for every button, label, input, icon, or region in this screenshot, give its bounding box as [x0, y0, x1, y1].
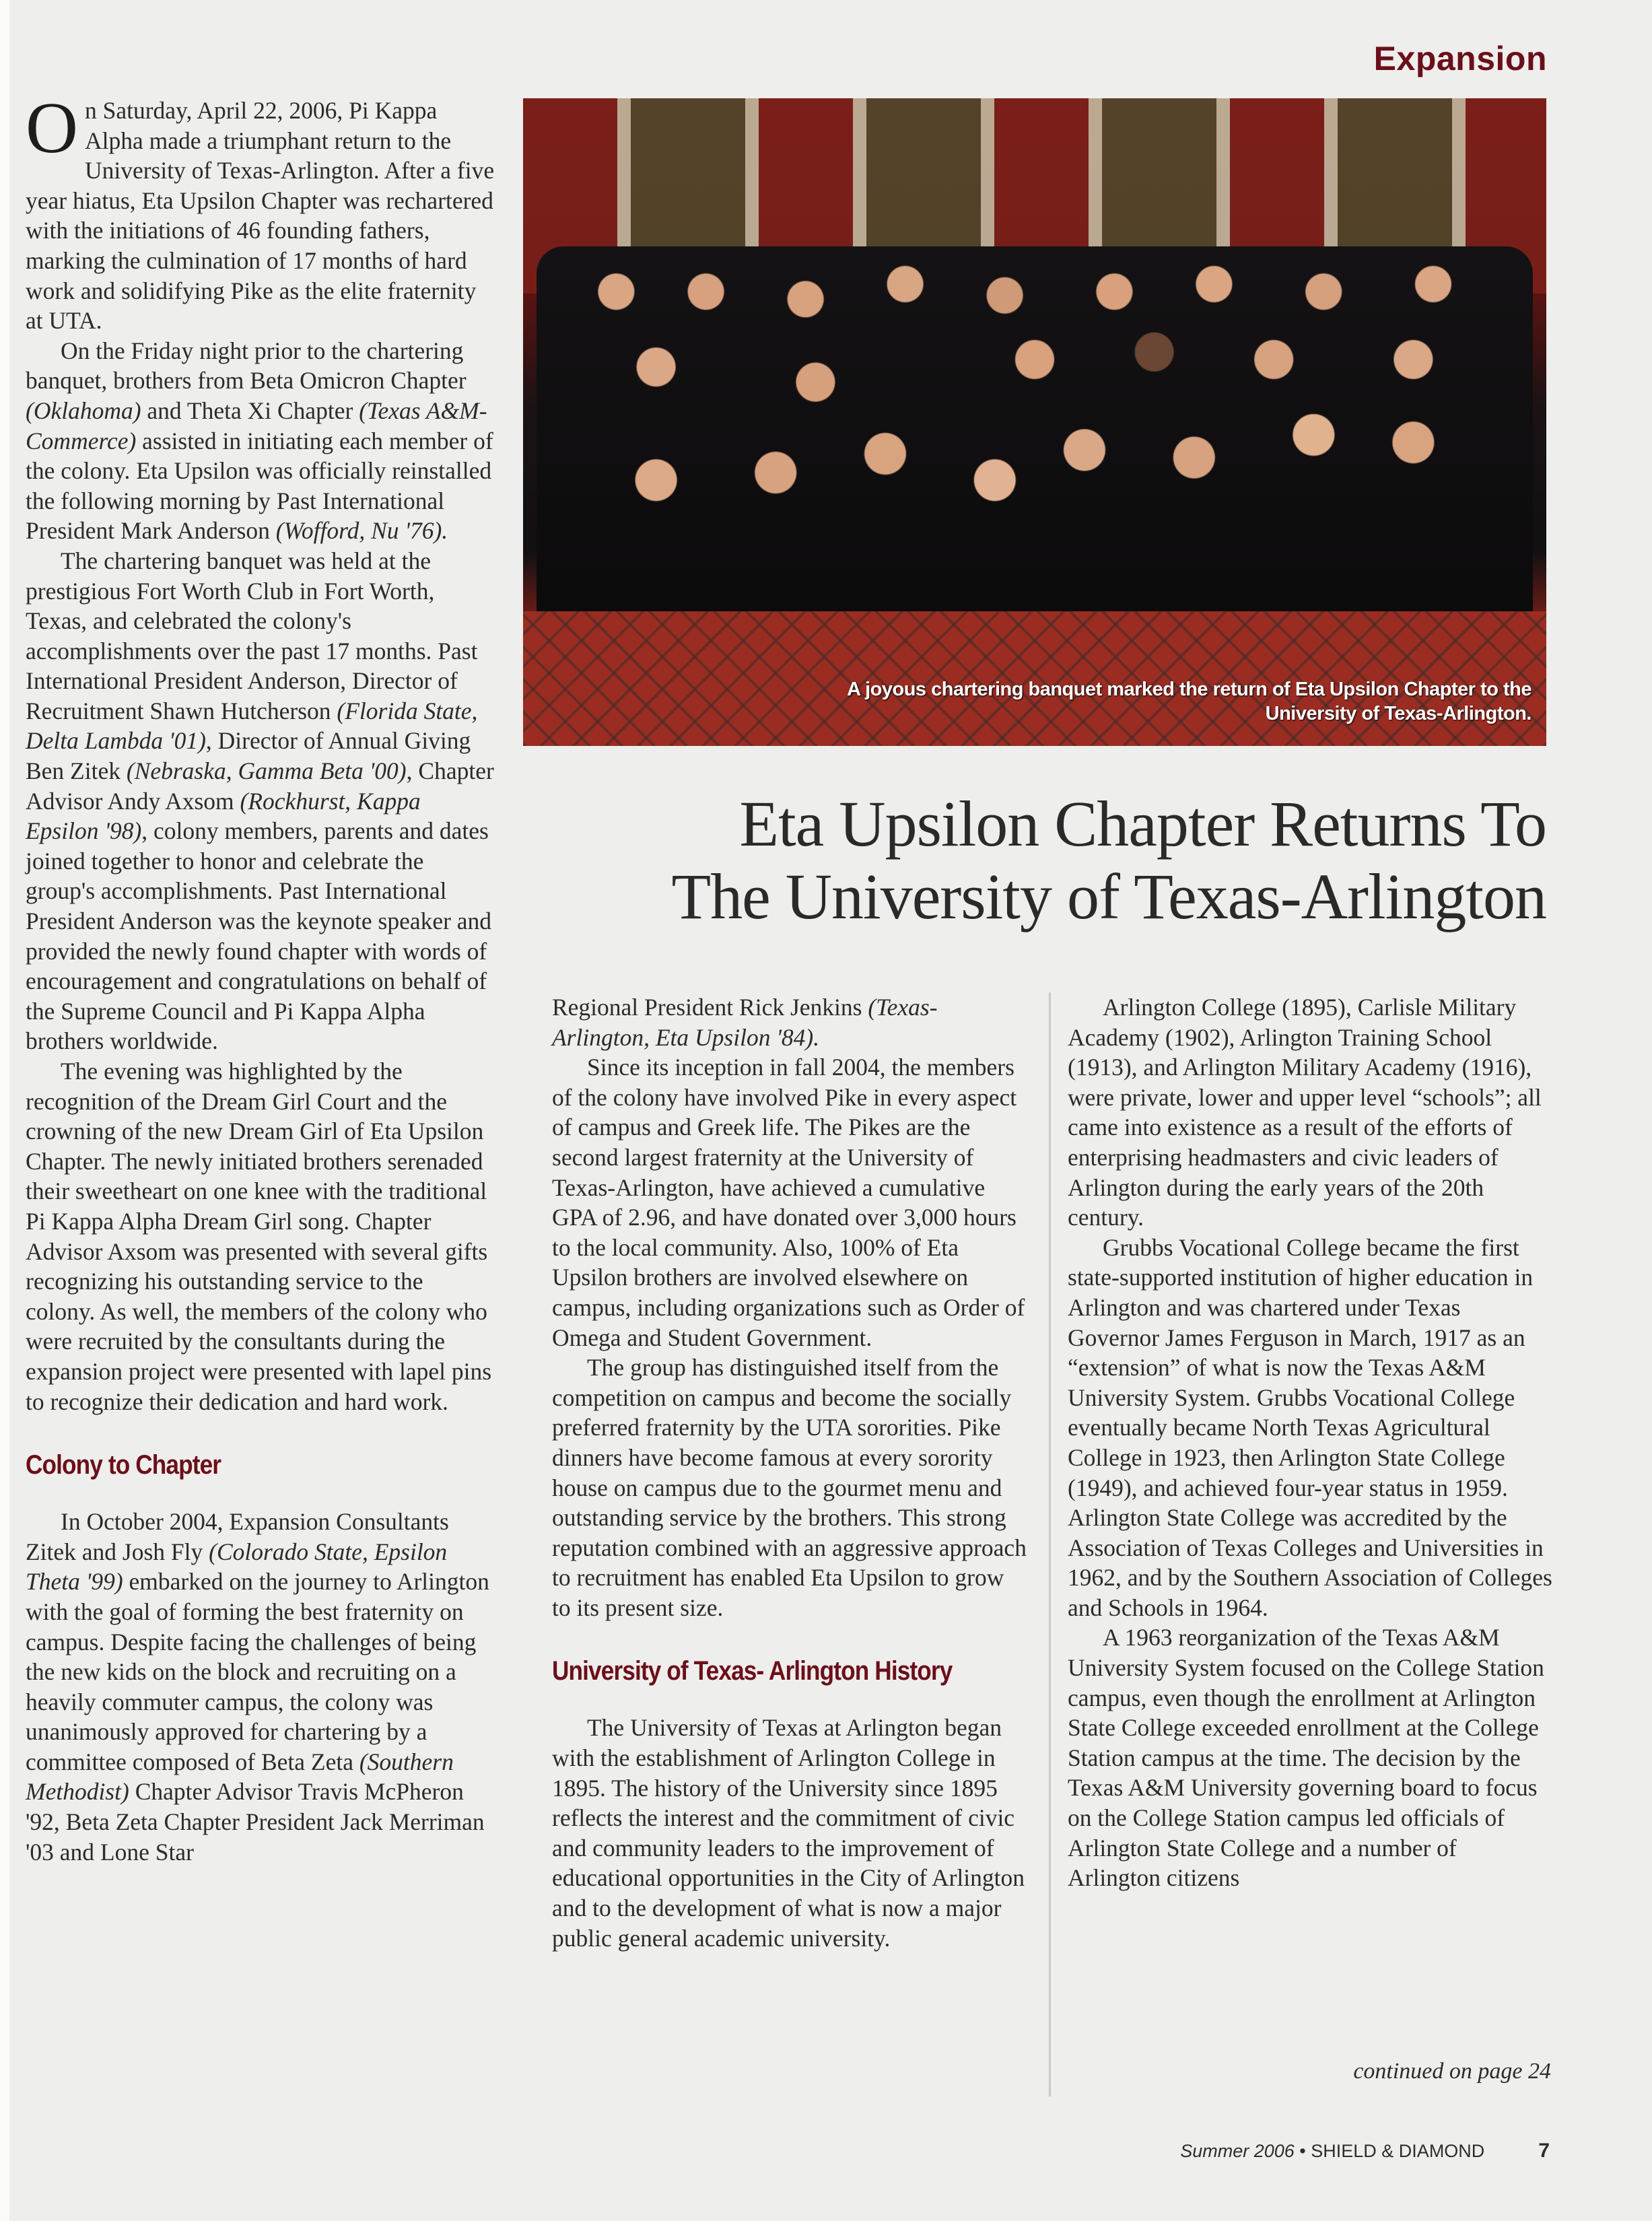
paragraph: Since its inception in fall 2004, the members of the colony have involved Pike in every aspect of campus and Greek life. The Pikes are the second largest fraternity at the University of Texas-Arlington, have achieved a cumulative GPA of 2.96, and have donated over 3,000 hours to the local community. Also, 100% of Eta Upsilon brothers are involved elsewhere on campus, including organizations such as Order of Omega and Student Government. — [552, 1054, 1025, 1351]
column-divider — [1049, 992, 1051, 2096]
paragraph: The chartering banquet was held at the prestigious Fort Worth Club in Fort Worth, Texas, and celebrated the colony's accomplishments over the past 17 months. Past International President Anderson, Director of Recruitment Shawn Hutcherson (Florida State, Delta Lambda '01), Director of Annual Giving Ben Zitek (Nebraska, Gamma Beta '00), Chapter Advisor Andy Axsom (Rockhurst, Kappa Epsilon '98), colony members, parents and dates joined together to honor and celebrate the group's accomplishments. Past International President Anderson was the keynote speaker and provided the newly found chapter with words of encouragement and congratulations on behalf of the Supreme Council and Pi Kappa Alpha brothers worldwide. — [26, 547, 494, 1055]
paragraph: The University of Texas at Arlington began with the establishment of Arlington College in 1895. The history of the University since 1895 reflects the interest and the commitment of civic and community leaders to the improvement of educational opportunities in the City of Arlington and to the development of what is now a major public general academic university. — [552, 1714, 1025, 1952]
group-photo — [523, 98, 1546, 746]
page-footer — [1180, 2140, 1550, 2162]
page-edge — [0, 0, 9, 2221]
article-headline: Eta Upsilon Chapter Returns To The University of Texas-Arlington — [671, 788, 1546, 932]
drop-cap: O — [26, 88, 78, 168]
continued-on-page-link[interactable]: continued on page 24 — [1353, 2059, 1551, 2084]
paragraph: On the Friday night prior to the chartering banquet, brothers from Beta Omicron Chapter (Oklahoma) and Theta Xi Chapter (Texas A&M-Commerce) assisted in initiating each member of the colony. Eta Upsilon was officially reinstalled the following morning by Past International President Mark Anderson (Wofford, Nu '76). — [26, 337, 493, 545]
article-column-1 — [26, 88, 497, 1867]
paragraph: Regional President Rick Jenkins (Texas-Arlington, Eta Upsilon '84). — [552, 994, 938, 1051]
paragraph: A 1963 reorganization of the Texas A&M University System focused on the College Station campus, even though the enrollment at Arlington State College exceeded enrollment at the College Station campus at the time. The decision by the Texas A&M University governing board to focus on the College Station campus led officials of Arlington State College and a number of Arlington citizens — [1068, 1624, 1544, 1892]
page-number: 7 — [1538, 2140, 1550, 2162]
intro-paragraph: On Saturday, April 22, 2006, Pi Kappa Alpha made a triumphant return to the University of Texas-Arlington. After a five year hiatus, Eta Upsilon Chapter was rechartered with the initiations of 46 founding fathers, marking the culmination of 17 months of hard work and solidifying Pike as the elite fraternity at UTA. — [26, 88, 495, 335]
photo-group-of-members — [537, 246, 1533, 623]
section-tag: Expansion — [1373, 40, 1547, 77]
paragraph: The group has distinguished itself from the competition on campus and become the socially preferred fraternity by the UTA sororities. Pike dinners have become famous at every sorority house on campus due to the gourmet menu and outstanding service by the brothers. This strong reputation combined with an aggressive approach to recruitment has enabled Eta Upsilon to grow to its present size. — [552, 1354, 1027, 1621]
paragraph: The evening was highlighted by the recognition of the Dream Girl Court and the crowning of the new Dream Girl of Eta Upsilon Chapter. The newly initiated brothers serenaded their sweetheart on one knee with the traditional Pi Kappa Alpha Dream Girl song. Chapter Advisor Axsom was presented with several gifts recognizing his outstanding service to the colony. As well, the members of the colony who were recruited by the consultants during the expansion project were presented with lapel pins to recognize their dedication and hard work. — [26, 1058, 492, 1415]
subheading-uta-history: University of Texas- Arlington History — [552, 1656, 953, 1686]
article-column-2 — [552, 992, 1027, 1953]
photo-caption: A joyous chartering banquet marked the return of Eta Upsilon Chapter to the University of Texas-Arlington. — [847, 679, 1531, 724]
article-column-3 — [1068, 992, 1552, 1893]
footer-issue: Summer 2006 • SHIELD & DIAMOND — [1180, 2140, 1485, 2161]
paragraph: Grubbs Vocational College became the first state-supported institution of higher education in Arlington and was chartered under Texas Governor James Ferguson in March, 1917 as an “extension” of what is now the Texas A&M University System. Grubbs Vocational College eventually became North Texas Agricultural College in 1923, then Arlington State College (1949), and achieved four-year status in 1959. Arlington State College was accredited by the Association of Texas Colleges and Universities in 1962, and by the Southern Association of Colleges and Schools in 1964. — [1068, 1233, 1552, 1621]
subheading-colony-to-chapter: Colony to Chapter — [26, 1450, 221, 1480]
paragraph: In October 2004, Expansion Consultants Zitek and Josh Fly (Colorado State, Epsilon Theta '99) embarked on the journey to Arlington with the goal of forming the best fraternity on campus. Despite facing the challenges of being the new kids on the block and recruiting on a heavily commuter campus, the colony was unanimously approved for chartering by a committee composed of Beta Zeta (Southern Methodist) Chapter Advisor Travis McPheron '92, Beta Zeta Chapter President Jack Merriman '03 and Lone Star — [26, 1508, 489, 1866]
paragraph: Arlington College (1895), Carlisle Military Academy (1902), Arlington Training School (1913), and Arlington Military Academy (1916), were private, lower and upper level “schools”; all came into existence as a result of the efforts of enterprising headmasters and civic leaders of Arlington during the early years of the 20th century. — [1068, 994, 1542, 1231]
